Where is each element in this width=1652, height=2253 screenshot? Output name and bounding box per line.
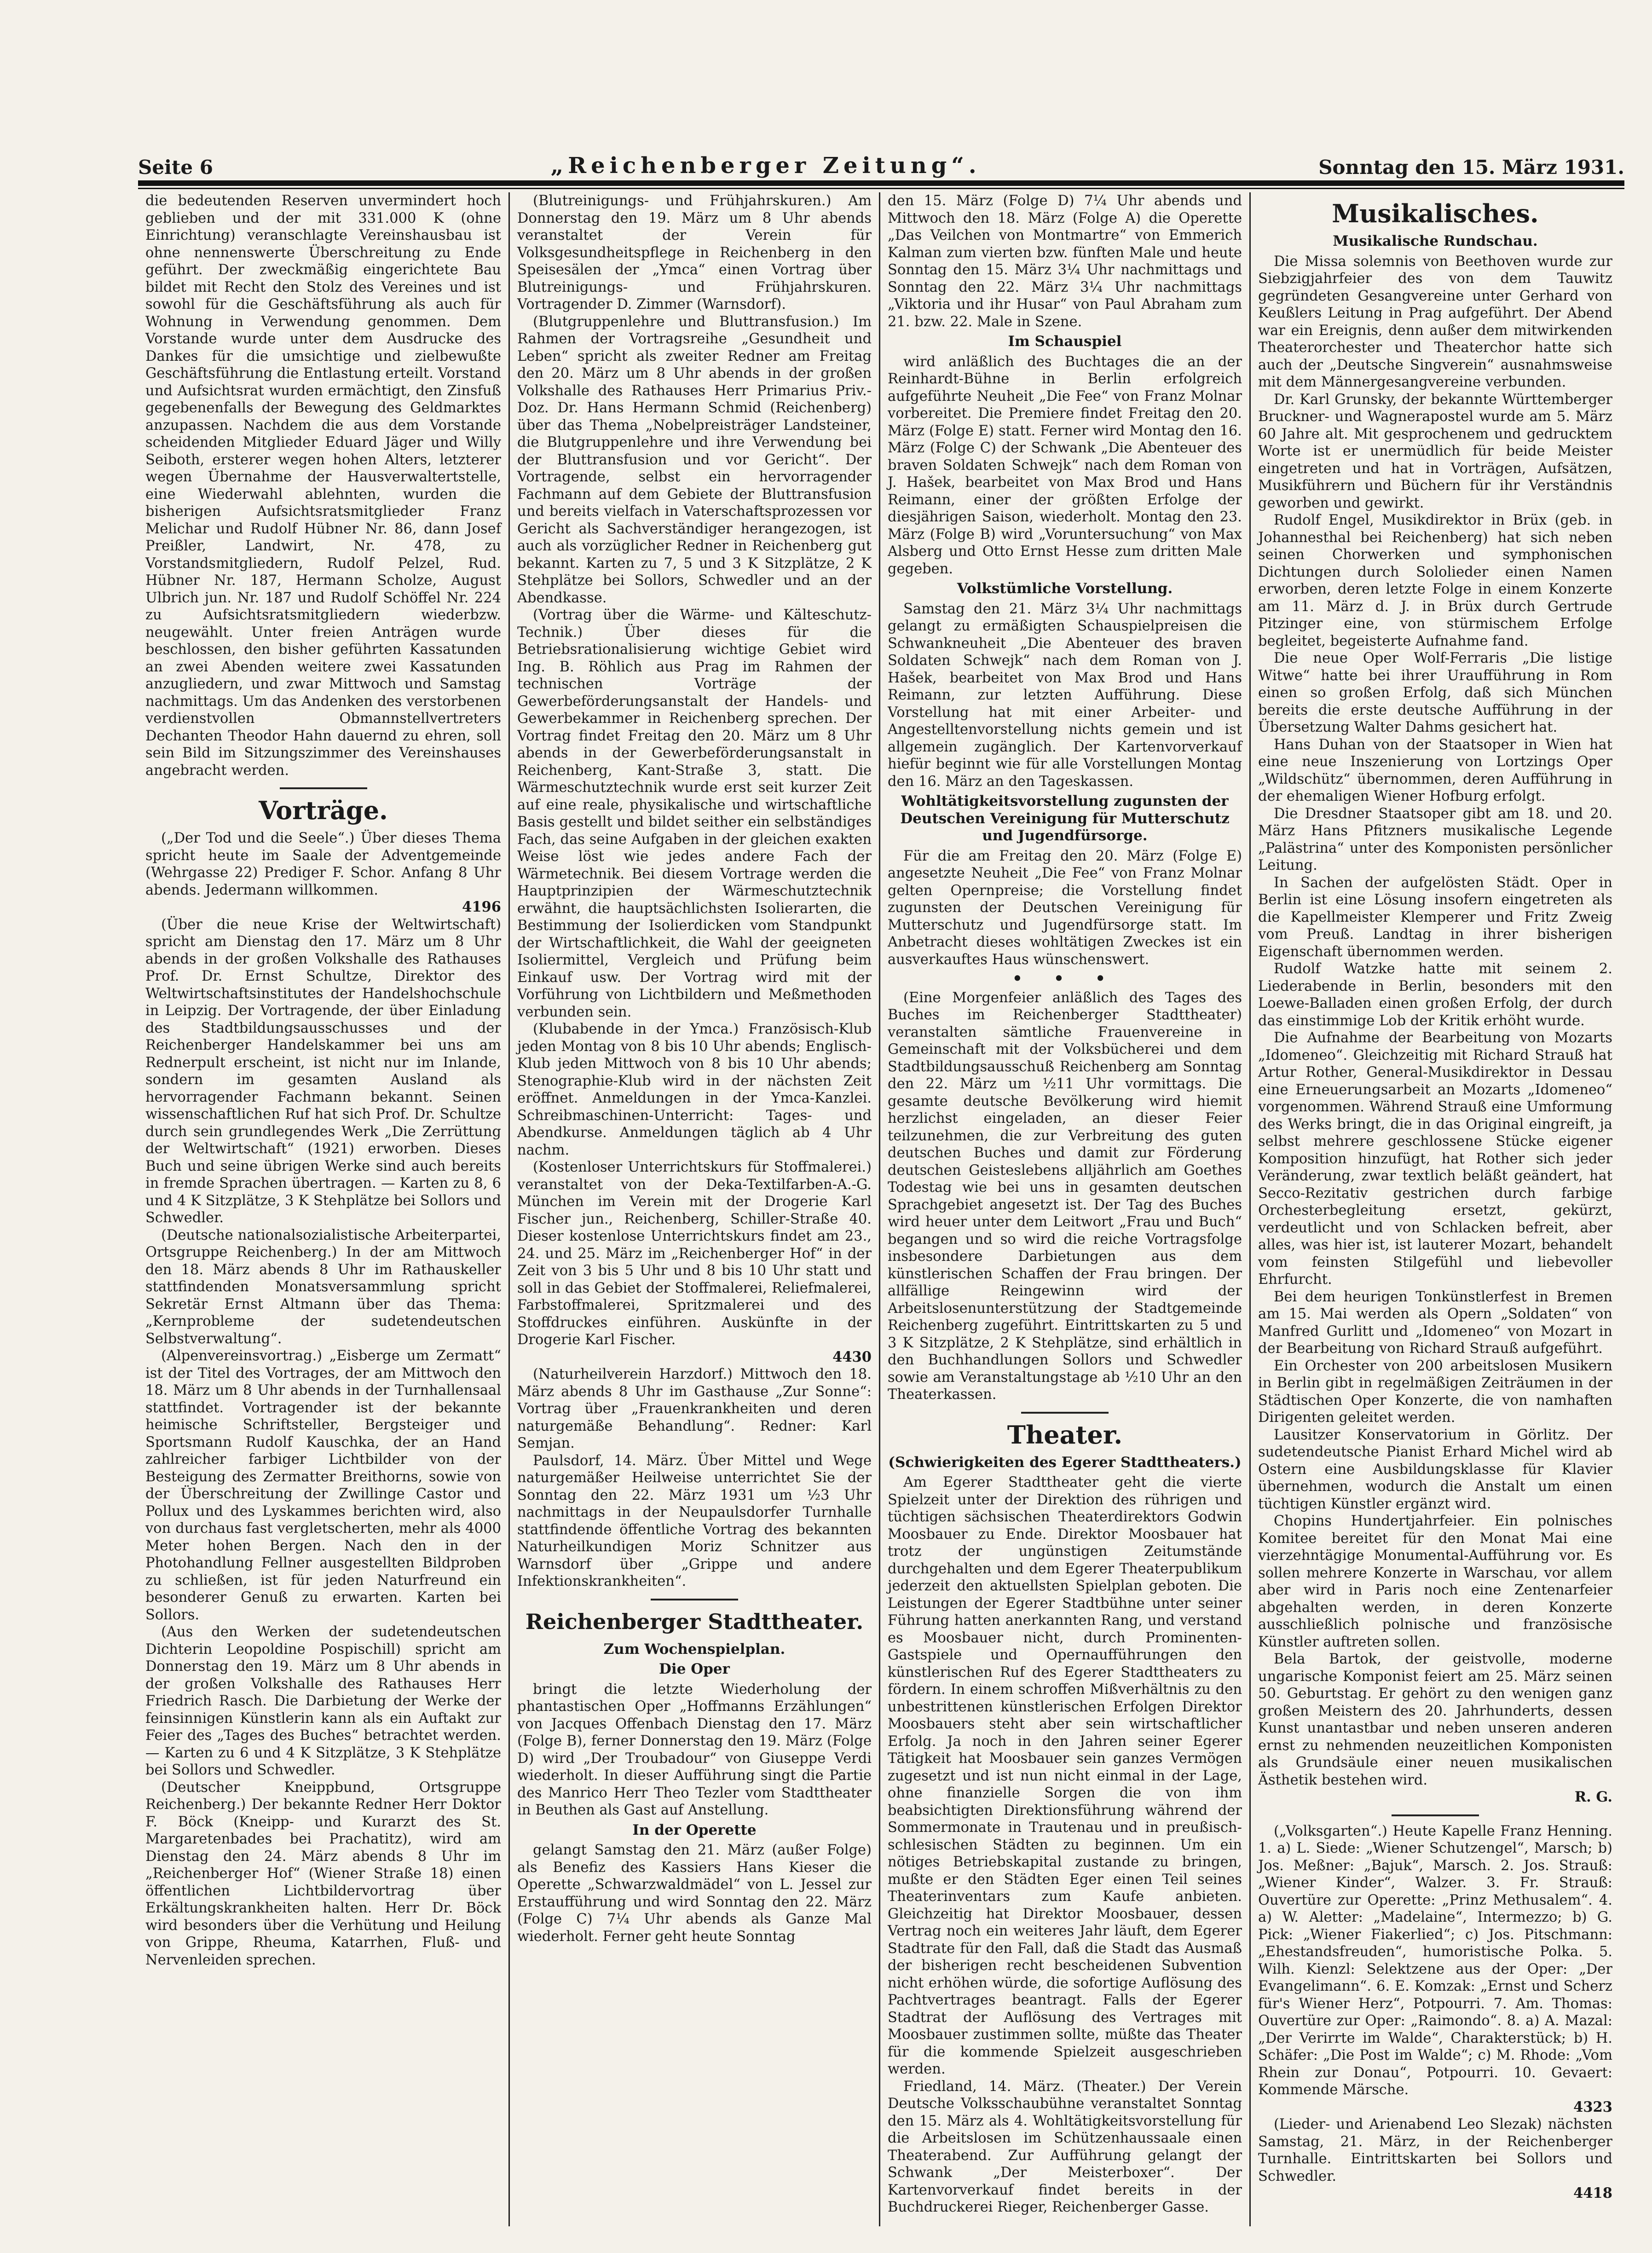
- notice: (Alpenvereinsvortrag.) „Eisberge um Zermatt“ ist der Titel des Vortrages, der am Mittwoch den 18. März um 8 Uhr abends in der Turnhallensaal stattfindet. Vortragender ist der bekannte heimische Schriftsteller, Bergsteiger und Sportsmann Rudolf Kauschka, der an Hand zahlreicher farbiger Lichtbilder von der Besteigung des Zermatter Breithorns, sowie von der Überschreitung der Zwillinge Castor und Pollux und des Lyskammes berichten wird, also von durchaus fast vergletscherten, mehr als 4000 Meter hohen Bergen. Nach den in der Photohandlung Fellner ausgestellten Bildproben zu schließen, ist für jeden Naturfreund ein besonderer Genuß zu erwarten. Karten bei Sollors.: [145, 1348, 501, 1623]
- section-title-vortraege: Vorträge.: [259, 796, 388, 825]
- notice: (Deutscher Kneippbund, Ortsgruppe Reichenberg.) Der bekannte Redner Herr Doktor F. Böck (Kneipp- und Kurarzt des St. Margaretenbades bei Prachatitz), wird am Dienstag den 24. März abends 8 Uhr im „Reichenberger Hof“ (Wiener Straße 18) einen öffentlichen Lichtbildervortrag über Erkältungskrankheiten halten. Herr Dr. Böck wird besonders über die Verhütung und Heilung von Grippe, Rheuma, Katarrhen, Fluß- und Nervenleiden sprechen.: [145, 1779, 501, 1968]
- notice: (Kostenloser Unterrichtskurs für Stoffmalerei.) veranstaltet von der Deka-Textilfarben-A.-G. München im Verein mit der Drogerie Karl Fischer jun., Reichenberg, Schiller-Straße 40. Dieser kostenlose Unterrichtskurs findet am 23., 24. und 25. März im „Reichenberger Hof“ in der Zeit von 3 bis 5 Uhr und 8 bis 10 Uhr statt und soll in das Gebiet der Stoffmalerei, Reliefmalerei, Farbstoffmalerei, Spritzmalerei und des Stoffdruckes einführen. Auskünfte in der Drogerie Karl Fischer.: [517, 1159, 872, 1348]
- subsection-title: Im Schauspiel: [1008, 333, 1122, 350]
- notice: Dr. Karl Grunsky, der bekannte Württemberger Bruckner- und Wagnerapostel wurde am 5. März 60 Jahre alt. Mit gesprochenem und gedrucktem Worte ist er unermüdlich für beide Meister eingetreten und hat in Vorträgen, Aufsätzen, Musikführern und Büchern für ihr Verständnis geworben und gewirkt.: [1258, 391, 1612, 511]
- notice: den 15. März (Folge D) 7¼ Uhr abends und Mittwoch den 18. März (Folge A) die Operette „Das Veilchen von Montmartre“ von Emmerich Kalman zum vierten bzw. fünften Male und heute Sonntag den 15. März 3¼ Uhr nachmittags und Sonntag den 22. März 3¼ Uhr nachmittags „Viktoria und ihr Husar“ von Paul Abraham zum 21. bzw. 22. Male in Szene.: [888, 193, 1242, 330]
- notice: Bei dem heurigen Tonkünstlerfest in Bremen am 15. Mai werden als Opern „Soldaten“ von Manfred Gurlitt und „Idomeneo“ von Mozart in der Bearbeitung von Richard Strauß aufgeführt.: [1258, 1288, 1612, 1357]
- star-separator: • • •: [1011, 967, 1118, 990]
- notice-number: 4196: [462, 899, 501, 915]
- notice: Ein Orchester von 200 arbeitslosen Musikern in Berlin gibt in regelmäßigen Zeiträumen in der Städtischen Oper Konzerte, die von namhaften Dirigenten geleitet werden.: [1258, 1358, 1612, 1426]
- notice: bringt die letzte Wiederholung der phantastischen Oper „Hoffmanns Erzählungen“ von Jacques Offenbach Dienstag den 17. März (Folge B), ferner Donnerstag den 19. März (Folge D) wird „Der Troubadour“ von Giuseppe Verdi wiederholt. In dieser Aufführung singt die Partie des Manrico Herr Theo Tezler vom Stadttheater in Beuthen als Gast auf Anstellung.: [517, 1681, 872, 1818]
- notice: Die Aufnahme der Bearbeitung von Mozarts „Idomeneo“. Gleichzeitig mit Richard Strauß hat Artur Rother, General-Musikdirektor in Dessau eine Erneuerungsarbeit an Mozarts „Idomeneo“ vorgenommen. Während Strauß eine Umformung des Werks bringt, die in das Original eingreift, ja selbst mehrere geschlossene Stücke eigener Komposition hinzufügt, hat Rother sich jeder Veränderung, zwar textlich beläßt geändert, hat Secco-Rezitativ gestrichen durch farbige Orchesterbegleitung ersetzt, gekürzt, verdeutlicht und von Schlacken befreit, aber alles, was hier ist, ist lauterer Mozart, behandelt vom feinsten Stilgefühl und liebevoller Ehrfurcht.: [1258, 1030, 1612, 1288]
- notice: Hans Duhan von der Staatsoper in Wien hat eine neue Inszenierung von Lortzings Oper „Wildschütz“ übernommen, deren Aufführung in der ehemaligen Wiener Hofburg erfolgt.: [1258, 736, 1612, 804]
- column-4: [1249, 192, 1620, 2226]
- section-title-theater: Theater.: [1007, 1420, 1123, 1450]
- subsection-title: (Schwierigkeiten des Egerer Stadttheaters.): [888, 1454, 1242, 1471]
- notice: gelangt Samstag den 21. März (außer Folge) als Benefiz des Kassiers Hans Kieser die Operette „Schwarzwaldmädel“ von L. Jessel zur Erstaufführung und wird Sonntag den 22. März (Folge C) 7¼ Uhr abends als Ganze Mal wiederholt. Ferner geht heute Sonntag: [517, 1842, 872, 1945]
- page-header: [138, 146, 1624, 179]
- column-1: [138, 192, 508, 2226]
- separator: [1392, 1814, 1479, 1816]
- notice: Lausitzer Konservatorium in Görlitz. Der sudetendeutsche Pianist Erhard Michel wird ab Ostern eine Ausbildungsklasse für Klavier übernehmen, wodurch die Anstalt um einen tüchtigen Künstler ergänzt wird.: [1258, 1427, 1612, 1512]
- notice: wird anläßlich des Buchtages die an der Reinhardt-Bühne in Berlin erfolgreich aufgeführte Neuheit „Die Fee“ von Franz Molnar vorbereitet. Die Premiere findet Freitag den 20. März (Folge E) statt. Ferner wird Montag den 16. März (Folge C) der Schwank „Die Abenteuer des braven Soldaten Schwejk“ nach dem Roman von J. Hašek, bearbeitet von Max Brod und Hans Reimann, einer der größten Erfolge der diesjährigen Saison, wiederholt. Montag den 23. März (Folge B) wird „Voruntersuchung“ von Max Alsberg und Otto Ernst Hesse zum dritten Male gegeben.: [888, 353, 1242, 577]
- notice: (Vortrag über die Wärme- und Kälteschutz-Technik.) Über dieses für die Betriebsrationalisierung wichtige Gebiet wird Ing. B. Röhlich aus Prag im Rahmen der technischen Vorträge der Gewerbeförderungsanstalt der Handels- und Gewerbekammer in Reichenberg sprechen. Der Vortrag findet Freitag den 20. März um 8 Uhr abends in der Gewerbeförderungsanstalt in Reichenberg, Kant-Straße 3, statt. Die Wärmeschutztechnik wurde erst seit kurzer Zeit auf eine reale, physikalische und wirtschaftliche Basis gestellt und bildet seither ein selbständiges Fach, das seine Aufgaben in der gleichen exakten Weise löst wie jedes andere Fach der Wärmetechnik. Bei diesem Vortrage werden die Hauptprinzipien der Wärmeschutztechnik erwähnt, die hauptsächlichsten Isolierarten, die Bestimmung der Isolierdicken vom Standpunkt der Wirtschaftlichkeit, die Wahl der geeigneten Isoliermittel, Vergleich und Prüfung beim Einkauf usw. Der Vortrag wird mit der Vorführung von Lichtbildern und Meßmethoden verbunden sein.: [517, 607, 872, 1020]
- notice: Samstag den 21. März 3¼ Uhr nachmittags gelangt zu ermäßigten Schauspielpreisen die Schwankneuheit „Die Abenteuer des braven Soldaten Schwejk“ nach dem Roman von J. Hašek, bearbeitet von Max Brod und Hans Reimann, zur letzten Aufführung. Diese Vorstellung hat mit einer Arbeiter- und Angestelltenvorstellung nichts gemein und ist allgemein zugänglich. Der Kartenvorverkauf hiefür beginnt wie für alle Vorstellungen Montag den 16. März an den Tageskassen.: [888, 601, 1242, 790]
- columns: [138, 192, 1620, 2226]
- subsection-title: Zum Wochenspielplan.: [603, 1641, 786, 1658]
- signature: R. G.: [1574, 1789, 1612, 1805]
- article-continuation: die bedeutenden Reserven unvermindert hoch geblieben und der mit 331.000 K (ohne Einrichtung) veranschlagte Vereinshausbau ist ohne nennenswerte Überschreitung zu Ende geführt. Der zweckmäßig eingerichtete Bau bildet mit Recht den Stolz des Vereines und ist sowohl für die Geschäftsführung als auch für Wohnung in Verwendung genommen. Dem Vorstande wurde unter dem Ausdrucke des Dankes für die umsichtige und zielbewußte Geschäftsführung die Entlastung erteilt. Vorstand und Aufsichtsrat wurden ermächtigt, den Zinsfuß gegebenenfalls der Bewegung des Geldmarktes anzupassen. Nachdem die aus dem Vorstande scheidenden Mitglieder Eduard Jäger und Willy Seiboth, ersterer wegen hohen Alters, letzterer wegen Übernahme der Hausverwaltertstelle, eine Wiederwahl ablehnten, wurden die bisherigen Aufsichtsratsmitglieder Franz Melichar und Rudolf Hübner Nr. 86, dann Josef Preißler, Landwirt, Nr. 478, zu Vorstandsmitgliedern, Rudolf Pelzel, Rud. Hübner Nr. 187, Hermann Scholze, August Ulbrich jun. Nr. 187 und Rudolf Schöffel Nr. 224 zu Aufsichtsratsmitgliedern wiederbzw. neugewählt. Unter freien Anträgen wurde beschlossen, den bisher geführten Kassatunden an zwei Abenden weitere zwei Kassatunden anzugliedern, und zwar Mittwoch und Samstag nachmittags. Um das Andenken des verstorbenen verdienstvollen Obmannstellvertreters Dechanten Theodor Hahn dauernd zu ehren, soll sein Bild im Sitzungszimmer des Vereinshauses angebracht werden.: [145, 193, 501, 779]
- notice: Friedland, 14. März. (Theater.) Der Verein Deutsche Volksschaubühne veranstaltet Sonntag den 15. März als 4. Wohltätigkeitsvorstellung für die Arbeitslosen im Schützenhaussaale einen Theaterabend. Zur Aufführung gelangt der Schwank „Der Meisterboxer“. Der Kartenvorverkauf findet bereits in der Buchdruckerei Rieger, Reichenberger Gasse.: [888, 2078, 1242, 2215]
- section-title-stadttheater: Reichenberger Stadttheater.: [525, 1609, 864, 1634]
- notice: Am Egerer Stadttheater geht die vierte Spielzeit unter der Direktion des rührigen und tüchtigen sächsischen Theaterdirektors Godwin Moosbauer zu Ende. Direktor Moosbauer hat trotz der ungünstigen Zeitumstände durchgehalten und dem Egerer Theaterpublikum jederzeit den aktuellsten Spielplan geboten. Die Leistungen der Egerer Stadtbühne unter seiner Führung hatten anerkannten Rang, und verstand es Moosbauer nicht, durch Prominenten-Gastspiele und Opernaufführungen den künstlerischen Ruf des Egerer Stadttheaters zu fördern. In einem schroffen Mißverhältnis zu den unbestrittenen künstlerischen Erfolgen Direktor Moosbauers steht aber sein wirtschaftlicher Erfolg. Ja noch in den Jahren seiner Egerer Tätigkeit hat Moosbauer sein ganzes Vermögen zugesetzt und ist nun nicht einmal in der Lage, ohne finanzielle Sorgen die von ihm beabsichtigten Direktionsführung während der Sommermonate in Trautenau und in preußisch-schlesischen Städten zu beginnen. Um ein nötiges Betriebskapital zustande zu bringen, mußte er den Städten Eger einen Teil seines Theaterinventars zum Kaufe anbieten. Gleichzeitig hat Direktor Moosbauer, dessen Vertrag noch ein weiteres Jahr läuft, dem Egerer Stadtrate für den Fall, daß die Stadt das Ausmaß der bisherigen recht bescheidenen Subvention nicht erhöhen würde, die sofortige Auflösung des Pachtvertrages beantragt. Falls der Egerer Stadtrat der Auflösung des Vertrages mit Moosbauer zustimmen sollte, müßte das Theater für die kommende Spielzeit ausgeschrieben werden.: [888, 1474, 1242, 2077]
- notice: Die Missa solemnis von Beethoven wurde zur Siebzigjahrfeier des von dem Tauwitz gegründeten Gesangvereine unter Gerhard von Keußlers Leitung in Prag aufgeführt. Der Abend war ein Ereignis, denn außer dem mitwirkenden Theaterorchester und Theaterchor hatte sich auch der „Deutsche Singverein“ ausnahmsweise mit dem Männergesangvereine verbunden.: [1258, 253, 1612, 390]
- section-title-musikalisches: Musikalisches.: [1332, 199, 1539, 228]
- header-rule-thick: [138, 180, 1624, 186]
- date-line: Sonntag den 15. März 1931.: [1318, 156, 1624, 179]
- notice: („Volksgarten“.) Heute Kapelle Franz Henning. 1. a) L. Siede: „Wiener Schutzengel“, Marsch; b) Jos. Meßner: „Bajuk“, Marsch. 2. Jos. Strauß: „Wiener Kinder“, Walzer. 3. Fr. Strauß: Ouvertüre zur Operette: „Prinz Methusalem“. 4. a) W. Aletter: „Madelaine“, Intermezzo; b) G. Pick: „Wiener Fiakerlied“; c) Jos. Pitschmann: „Ehestandsfreuden“, humoristische Polka. 5. Wilh. Kienzl: Selektzene aus der Oper: „Der Evangelimann“. 6. E. Komzak: „Ernst und Scherz für's Wiener Herz“, Potpourri. 7. Am. Thomas: Ouvertüre zur Oper: „Raimondo“. 8. a) A. Mazal: „Der Verirrte im Walde“, Charakterstück; b) H. Schäfer: „Die Post im Walde“; c) M. Rhode: „Vom Rhein zur Donau“, Potpourri. 10. Gevaert: Kommende Märsche.: [1258, 1823, 1612, 2098]
- notice: Rudolf Watzke hatte mit seinem 2. Liederabende in Berlin, besonders mit den Loewe-Balladen einen großen Erfolg, der durch das einstimmige Lob der Kritik erhöht wurde.: [1258, 961, 1612, 1029]
- notice: (Über die neue Krise der Weltwirtschaft) spricht am Dienstag den 17. März um 8 Uhr abends in der großen Volkshalle des Rathauses Prof. Dr. Ernst Schultze, Direktor des Weltwirtschaftsinstitutes der Handelshochschule in Leipzig. Der Vortragende, der über Einladung des Stadtbildungsausschusses und der Reichenberger Handelskammer bei uns am Rednerpult erscheint, ist nicht nur im Inlande, sondern im gesamten Ausland als hervorragender Fachmann bekannt. Seinen wissenschaftlichen Ruf hat sich Prof. Dr. Schultze durch sein grundlegendes Werk „Die Zerrüttung der Weltwirtschaft“ (1921) erworben. Dieses Buch und seine übrigen Werke sind auch bereits in fremde Sprachen übertragen. — Karten zu 8, 6 und 4 K Sitzplätze, 3 K Stehplätze bei Sollors und Schwedler.: [145, 916, 501, 1226]
- separator: [280, 787, 367, 789]
- notice: („Der Tod und die Seele“.) Über dieses Thema spricht heute im Saale der Adventgemeinde (Wehrgasse 22) Prediger F. Schor. Anfang 8 Uhr abends. Jedermann willkommen.: [145, 830, 501, 898]
- notice: (Eine Morgenfeier anläßlich des Tages des Buches im Reichenberger Stadttheater) veranstalten sämtliche Frauenvereine in Gemeinschaft mit der Volksbücherei und dem Stadtbildungsausschuß Reichenberg am Sonntag den 22. März um ½11 Uhr vormittags. Die gesamte deutsche Bevölkerung wird hiemit herzlichst eingeladen, an dieser Feier teilzunehmen, die zur Verbreitung des guten deutschen Buches und damit zur Förderung deutschen Geisteslebens alljährlich am Goethes Todestag wie bei uns in gesamten deutschen Sprachgebiet angesetzt ist. Der Tag des Buches wird heuer unter dem Leitwort „Frau und Buch“ begangen und so wird die reiche Vortragsfolge insbesondere Darbietungen aus dem künstlerischen Schaffen der Frau bringen. Der allfällige Reingewinn wird der Arbeitslosenunterstützung der Stadtgemeinde Reichenberg zugeführt. Eintrittskarten zu 5 und 3 K Sitzplätze, 2 K Stehplätze, sind erhältlich in den Buchhandlungen Sollors und Schwedler sowie am Veranstaltungstage ab ½10 Uhr an den Theaterkassen.: [888, 989, 1242, 1403]
- notice-number: 4323: [1573, 2098, 1612, 2115]
- subsection-title: Volkstümliche Vorstellung.: [957, 580, 1173, 597]
- subsection-title: In der Operette: [632, 1821, 757, 1838]
- notice: Die Dresdner Staatsoper gibt am 18. und 20. März Hans Pfitzners musikalische Legende „Palästrina“ unter des Komponisten persönlicher Leitung.: [1258, 805, 1612, 873]
- notice: Chopins Hundertjahrfeier. Ein polnisches Komitee bereitet für den Monat Mai eine vierzehntägige Monumental-Aufführung vor. Es sollen mehrere Konzerte in Warschau, vor allem aber wird in Paris noch eine Zentenarfeier abgehalten werden, in deren Konzerte ausschließlich polnische und französische Künstler auftreten sollen.: [1258, 1513, 1612, 1650]
- notice: Paulsdorf, 14. März. Über Mittel und Wege naturgemäßer Heilweise unterrichtet Sie der Sonntag den 22. März 1931 um ½3 Uhr nachmittags in der Neupaulsdorfer Turnhalle stattfindende öffentliche Vortrag des bekannten Naturheilkundigen Moriz Schnitzer aus Warnsdorf über „Grippe und andere Infektionskrankheiten“.: [517, 1452, 872, 1589]
- notice: Bela Bartok, der geistvolle, moderne ungarische Komponist feiert am 25. März seinen 50. Geburtstag. Er gehört zu den wenigen ganz großen Meistern des 20. Jahrhunderts, dessen Kunst unantastbar und neben unseren anderen ernst zu nehmenden neuzeitlichen Komponisten als Grundsäule einer neuen musikalischen Ästhetik bestehen wird.: [1258, 1651, 1612, 1788]
- notice: (Aus den Werken der sudetendeutschen Dichterin Leopoldine Pospischill) spricht am Donnerstag den 19. März um 8 Uhr abends in der großen Volkshalle des Rathauses Herr Friedrich Rasch. Die Darbietung der Werke der feinsinnigen Künstlerin kann als ein Auftakt zur Feier des „Tages des Buches“ betrachtet werden. — Karten zu 6 und 4 K Sitzplätze, 3 K Stehplätze bei Sollors und Schwedler.: [145, 1624, 501, 1778]
- newspaper-title: „Reichenberger Zeitung“.: [550, 153, 981, 179]
- notice: (Klubabende in der Ymca.) Französisch-Klub jeden Montag von 8 bis 10 Uhr abends; Englisch-Klub jeden Mittwoch von 8 bis 10 Uhr abends; Stenographie-Klub wird in der nächsten Zeit eröffnet. Anmeldungen in der Ymca-Kanzlei. Schreibmaschinen-Unterricht: Tages- und Abendkurse. Anmeldungen täglich ab 4 Uhr nachm.: [517, 1021, 872, 1158]
- notice: (Lieder- und Arienabend Leo Slezak) nächsten Samstag, 21. März, in der Reichenberger Turnhalle. Eintrittskarten bei Sollors und Schwedler.: [1258, 2116, 1612, 2184]
- separator: [651, 1599, 738, 1600]
- column-2: [508, 192, 879, 2226]
- notice: Rudolf Engel, Musikdirektor in Brüx (geb. in Johannesthal bei Reichenberg) hat sich neben seinen Chorwerken und symphonischen Dichtungen durch Sololieder einen Namen erworben, deren letzte Folge in einem Konzerte am 11. März d. J. in Brüx durch Gertrude Pitzinger eine, von stürmischem Erfolge begleitet, begeisterte Aufnahme fand.: [1258, 512, 1612, 649]
- subsection-title: Wohltätigkeitsvorstellung zugunsten der Deutschen Vereinigung für Mutterschutz und Jugendfürsorge.: [900, 793, 1230, 844]
- notice: (Deutsche nationalsozialistische Arbeiterpartei, Ortsgruppe Reichenberg.) In der am Mittwoch den 18. März abends 8 Uhr im Rathauskeller stattfindenden Monatsversammlung spricht Sekretär Ernst Altmann über das Thema: „Kernprobleme der sudetendeutschen Selbstverwaltung“.: [145, 1227, 501, 1347]
- notice: Für die am Freitag den 20. März (Folge E) angesetzte Neuheit „Die Fee“ von Franz Molnar gelten Opernpreise; die Vorstellung findet zugunsten der Deutschen Vereinigung für Mutterschutz und Jugendfürsorge statt. Im Anbetracht dieses wohltätigen Zweckes ist ein ausverkauftes Haus wünschenswert.: [888, 848, 1242, 968]
- notice: (Blutreinigungs- und Frühjahrskuren.) Am Donnerstag den 19. März um 8 Uhr abends veranstaltet der Verein für Volksgesundheitspflege in Reichenberg in den Speisesälen der „Ymca“ einen Vortrag über Blutreinigungs- und Frühjahrskuren. Vortragender D. Zimmer (Warnsdorf).: [517, 193, 872, 312]
- column-3: [879, 192, 1249, 2226]
- separator: [1021, 1412, 1109, 1414]
- notice: (Blutgruppenlehre und Bluttransfusion.) Im Rahmen der Vortragsreihe „Gesundheit und Leben“ spricht als zweiter Redner am Freitag den 20. März um 8 Uhr abends in der großen Volkshalle des Rathauses Herr Primarius Priv.-Doz. Dr. Hans Hermann Schmid (Reichenberg) über das Thema „Nobelpreisträger Landsteiner, die Blutgruppenlehre und ihre Verwendung bei der Bluttransfusion und vor Gericht“. Der Vortragende, selbst ein hervorragender Fachmann auf dem Gebiete der Bluttransfusion und bereits vielfach in Vaterschaftsprozessen vor Gericht als Sachverständiger herangezogen, ist auch als vorzüglicher Redner in Reichenberg gut bekannt. Karten zu 7, 5 und 3 K Sitzplätze, 2 K Stehplätze bei Sollors, Schwedler und an der Abendkasse.: [517, 313, 872, 606]
- notice-number: 4418: [1573, 2185, 1612, 2201]
- subsection-title: Musikalische Rundschau.: [1333, 233, 1538, 249]
- notice: (Naturheilverein Harzdorf.) Mittwoch den 18. März abends 8 Uhr im Gasthause „Zur Sonne“: Vortrag über „Frauenkrankheiten und deren naturgemäße Behandlung“. Redner: Karl Semjan.: [517, 1366, 872, 1451]
- page-label: Seite 6: [138, 156, 213, 179]
- notice: In Sachen der aufgelösten Städt. Oper in Berlin ist eine Lösung insofern eingetreten als die Kapellmeister Klemperer und Fritz Zweig vom Preuß. Landtag in ihrer bisherigen Eigenschaft übernommen werden.: [1258, 874, 1612, 960]
- notice-number: 4430: [832, 1348, 872, 1365]
- notice: Die neue Oper Wolf-Ferraris „Die listige Witwe“ hatte bei ihrer Uraufführung in Rom einen so großen Erfolg, daß sich München bereits die erste deutsche Aufführung in der Übersetzung Walter Dahms gesichert hat.: [1258, 650, 1612, 735]
- header-rule-thin: [138, 188, 1624, 189]
- subsection-title: Die Oper: [659, 1661, 730, 1677]
